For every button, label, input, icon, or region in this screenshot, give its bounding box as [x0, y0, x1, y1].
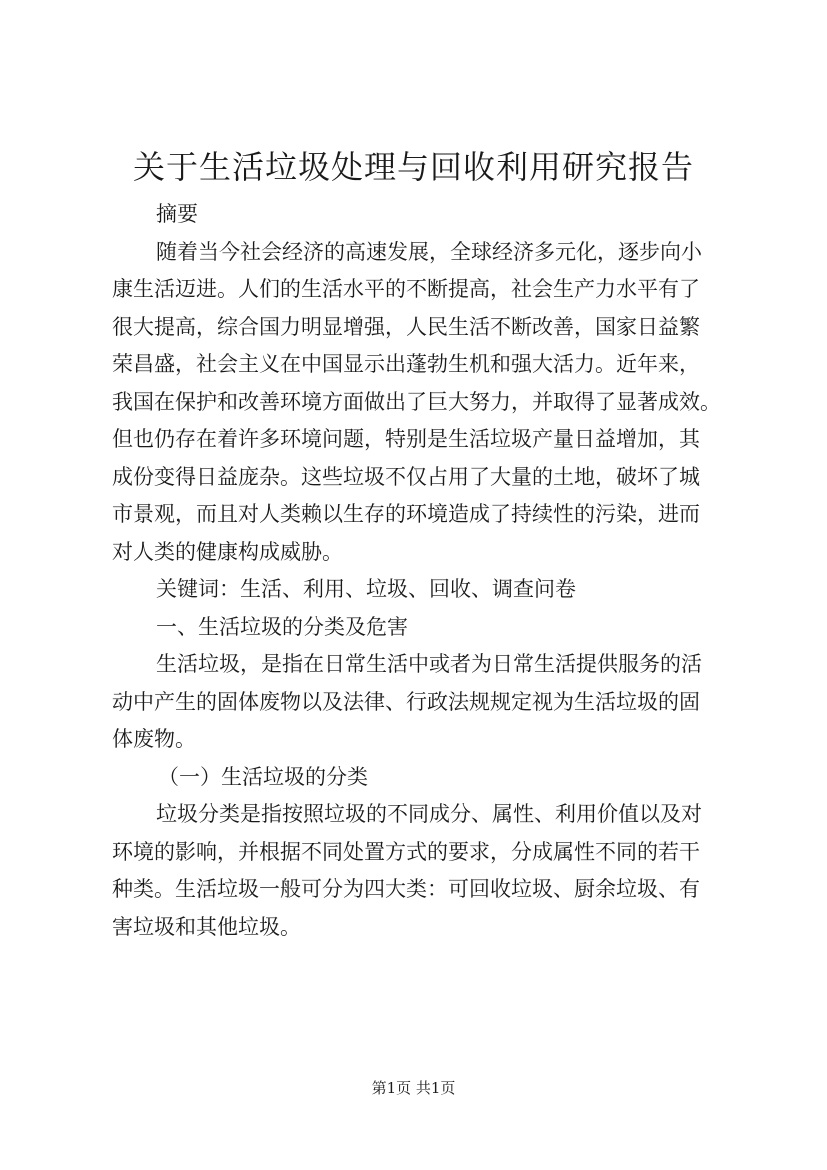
section-paragraph-line: 动中产生的固体废物以及法律、行政法规规定视为生活垃圾的固 [112, 689, 700, 714]
document-title: 关于生活垃圾处理与回收利用研究报告 [132, 148, 694, 186]
abstract-line: 但也仍存在着许多环境问题，特别是生活垃圾产量日益增加，其 [112, 427, 700, 451]
abstract-line: 市景观，而且对人类赖以生存的环境造成了持续性的污染，进而 [112, 502, 700, 526]
abstract-line: 成份变得日益庞杂。这些垃圾不仅占用了大量的土地，破坏了城 [112, 464, 700, 489]
keywords-line: 关键词：生活、利用、垃圾、回收、调查问卷 [156, 577, 576, 601]
subsection-paragraph-line: 害垃圾和其他垃圾。 [112, 914, 301, 939]
abstract-line: 随着当今社会经济的高速发展，全球经济多元化，逐步向小 [156, 239, 702, 264]
section-heading: 一、生活垃圾的分类及危害 [156, 614, 408, 639]
section-paragraph-line: 体废物。 [112, 727, 196, 751]
document-body [112, 196, 732, 946]
subsection-heading: （一）生活垃圾的分类 [158, 764, 368, 789]
abstract-line: 康生活迈进。人们的生活水平的不断提高，社会生产力水平有了 [112, 277, 700, 301]
subsection-paragraph-line: 垃圾分类是指按照垃圾的不同成分、属性、利用价值以及对 [156, 802, 702, 826]
abstract-line: 很大提高，综合国力明显增强，人民生活不断改善，国家日益繁 [112, 314, 700, 339]
abstract-line: 我国在保护和改善环境方面做出了巨大努力，并取得了显著成效。 [112, 389, 721, 414]
subsection-paragraph-line: 环境的影响，并根据不同处置方式的要求，分成属性不同的若干 [112, 839, 700, 864]
section-paragraph-line: 生活垃圾，是指在日常生活中或者为日常生活提供服务的活 [156, 652, 702, 676]
page-footer: 第1页 共1页 [371, 1079, 456, 1097]
subsection-paragraph-line: 种类。生活垃圾一般可分为四大类：可回收垃圾、厨余垃圾、有 [112, 877, 700, 901]
abstract-line: 荣昌盛，社会主义在中国显示出蓬勃生机和强大活力。近年来， [112, 352, 700, 376]
abstract-heading: 摘要 [156, 202, 198, 226]
abstract-line: 对人类的健康构成威胁。 [112, 539, 343, 564]
